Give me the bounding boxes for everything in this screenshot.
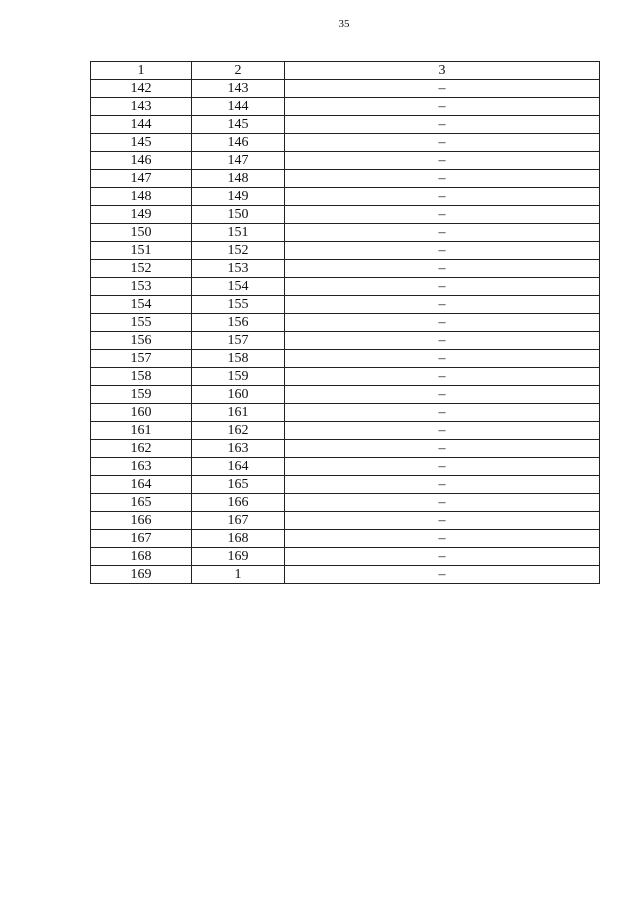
column-header-3: 3 <box>285 62 600 80</box>
table-cell-col-2: 162 <box>192 422 285 440</box>
table-cell-col-3: – <box>285 350 600 368</box>
table-row <box>91 116 600 134</box>
table-cell-col-2: 164 <box>192 458 285 476</box>
table-cell-col-3: – <box>285 206 600 224</box>
table-cell-col-3: – <box>285 224 600 242</box>
table-cell-col-1: 169 <box>91 566 192 584</box>
table-cell-col-2: 153 <box>192 260 285 278</box>
table-cell-col-3: – <box>285 386 600 404</box>
table-cell-col-2: 150 <box>192 206 285 224</box>
table-cell-col-2: 157 <box>192 332 285 350</box>
table-cell-col-2: 156 <box>192 314 285 332</box>
column-header-1: 1 <box>91 62 192 80</box>
table-cell-col-3: – <box>285 278 600 296</box>
table-row <box>91 440 600 458</box>
table-cell-col-3: – <box>285 368 600 386</box>
table-cell-col-1: 157 <box>91 350 192 368</box>
table-cell-col-1: 165 <box>91 494 192 512</box>
table-row <box>91 260 600 278</box>
table-cell-col-3: – <box>285 134 600 152</box>
table-row <box>91 512 600 530</box>
table-cell-col-2: 163 <box>192 440 285 458</box>
table-cell-col-2: 148 <box>192 170 285 188</box>
table-cell-col-3: – <box>285 530 600 548</box>
table-row <box>91 152 600 170</box>
table-cell-col-2: 154 <box>192 278 285 296</box>
table-row <box>91 368 600 386</box>
table-cell-col-3: – <box>285 296 600 314</box>
table-cell-col-1: 161 <box>91 422 192 440</box>
table-row <box>91 332 600 350</box>
table-row <box>91 296 600 314</box>
table-cell-col-2: 146 <box>192 134 285 152</box>
table-cell-col-3: – <box>285 566 600 584</box>
table-cell-col-1: 149 <box>91 206 192 224</box>
table-row <box>91 350 600 368</box>
table-cell-col-1: 151 <box>91 242 192 260</box>
table-row <box>91 548 600 566</box>
table-row <box>91 278 600 296</box>
table-cell-col-2: 152 <box>192 242 285 260</box>
table-cell-col-1: 154 <box>91 296 192 314</box>
table-cell-col-2: 1 <box>192 566 285 584</box>
table-cell-col-3: – <box>285 242 600 260</box>
table-row <box>91 80 600 98</box>
table-cell-col-1: 153 <box>91 278 192 296</box>
table-cell-col-1: 146 <box>91 152 192 170</box>
table-row <box>91 98 600 116</box>
table-row <box>91 404 600 422</box>
table-cell-col-1: 152 <box>91 260 192 278</box>
table-cell-col-1: 158 <box>91 368 192 386</box>
table-cell-col-3: – <box>285 440 600 458</box>
table-cell-col-2: 166 <box>192 494 285 512</box>
table-cell-col-1: 163 <box>91 458 192 476</box>
table-cell-col-3: – <box>285 116 600 134</box>
table-cell-col-3: – <box>285 152 600 170</box>
table-cell-col-3: – <box>285 260 600 278</box>
table-cell-col-2: 145 <box>192 116 285 134</box>
table-cell-col-3: – <box>285 170 600 188</box>
table-cell-col-1: 142 <box>91 80 192 98</box>
table-row <box>91 314 600 332</box>
page-number: 35 <box>338 18 350 30</box>
table-row <box>91 170 600 188</box>
table-cell-col-1: 167 <box>91 530 192 548</box>
table-cell-col-2: 168 <box>192 530 285 548</box>
table-row <box>91 134 600 152</box>
table-cell-col-1: 145 <box>91 134 192 152</box>
table-cell-col-3: – <box>285 80 600 98</box>
table-cell-col-1: 144 <box>91 116 192 134</box>
table-cell-col-2: 161 <box>192 404 285 422</box>
table-row <box>91 386 600 404</box>
table-cell-col-1: 155 <box>91 314 192 332</box>
table-row <box>91 224 600 242</box>
table-cell-col-3: – <box>285 422 600 440</box>
table-cell-col-2: 144 <box>192 98 285 116</box>
table-row <box>91 494 600 512</box>
table-cell-col-3: – <box>285 458 600 476</box>
table-cell-col-3: – <box>285 188 600 206</box>
table-cell-col-1: 159 <box>91 386 192 404</box>
column-header-2: 2 <box>192 62 285 80</box>
table-row <box>91 242 600 260</box>
table-cell-col-3: – <box>285 476 600 494</box>
table-cell-col-3: – <box>285 404 600 422</box>
table-cell-col-2: 169 <box>192 548 285 566</box>
table-cell-col-1: 147 <box>91 170 192 188</box>
table-cell-col-3: – <box>285 314 600 332</box>
table-cell-col-2: 147 <box>192 152 285 170</box>
table-cell-col-2: 160 <box>192 386 285 404</box>
table-header-row <box>91 62 600 80</box>
table-cell-col-2: 155 <box>192 296 285 314</box>
table-row <box>91 476 600 494</box>
table-cell-col-3: – <box>285 494 600 512</box>
table-cell-col-1: 156 <box>91 332 192 350</box>
table-cell-col-1: 150 <box>91 224 192 242</box>
table-cell-col-1: 143 <box>91 98 192 116</box>
table-row <box>91 530 600 548</box>
table-cell-col-2: 158 <box>192 350 285 368</box>
table-cell-col-1: 166 <box>91 512 192 530</box>
table-cell-col-2: 165 <box>192 476 285 494</box>
table-cell-col-1: 148 <box>91 188 192 206</box>
table-cell-col-3: – <box>285 548 600 566</box>
table-cell-col-3: – <box>285 512 600 530</box>
table-body <box>91 80 600 584</box>
table-row <box>91 566 600 584</box>
table-cell-col-2: 167 <box>192 512 285 530</box>
data-table <box>90 61 600 584</box>
table-row <box>91 422 600 440</box>
table-row <box>91 188 600 206</box>
table-cell-col-2: 143 <box>192 80 285 98</box>
table-cell-col-2: 159 <box>192 368 285 386</box>
table-cell-col-2: 149 <box>192 188 285 206</box>
table-cell-col-1: 160 <box>91 404 192 422</box>
table-cell-col-2: 151 <box>192 224 285 242</box>
table-cell-col-1: 162 <box>91 440 192 458</box>
table-cell-col-1: 168 <box>91 548 192 566</box>
table-row <box>91 458 600 476</box>
table-cell-col-3: – <box>285 98 600 116</box>
table-row <box>91 206 600 224</box>
table-cell-col-1: 164 <box>91 476 192 494</box>
table-cell-col-3: – <box>285 332 600 350</box>
